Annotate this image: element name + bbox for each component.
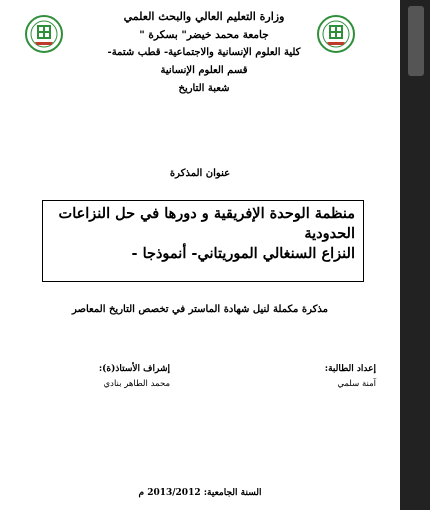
vertical-scrollbar[interactable] — [400, 0, 430, 510]
section-name: شعبة التاريخ — [178, 83, 230, 94]
scrollbar-thumb[interactable] — [408, 6, 424, 76]
thesis-statement: مذكرة مكملة لنيل شهادة الماستر في تخصص التاريخ المعاصر — [72, 304, 328, 315]
thesis-title-line-1: منظمة الوحدة الإفريقية و دورها في حل النزاعات — [58, 205, 355, 222]
memo-title-label: عنوان المذكرة — [169, 168, 231, 179]
faculty-name: كلية العلوم الإنسانية والاجتماعية- قطب شتمة- — [107, 47, 301, 58]
university-logo-icon — [24, 14, 64, 54]
supervision-label: إشراف الأستاذ(ة): — [98, 364, 170, 374]
student-name: آمنة سلمي — [337, 379, 376, 389]
ministry-name: وزارة التعليم العالي والبحث العلمي — [123, 10, 285, 23]
department-name: قسم العلوم الإنسانية — [160, 65, 248, 76]
thesis-title-line-2: الحدودية — [304, 225, 355, 242]
academic-year: السنة الجامعية: 2013/2012 م — [138, 488, 262, 498]
university-name: جامعة محمد خيضر" بسكرة " — [139, 29, 269, 41]
institution-header — [64, 8, 344, 98]
thesis-title-line-3: النزاع السنغالي الموريتاني- أنموذجا - — [131, 245, 355, 262]
thesis-title-box — [42, 200, 364, 282]
preparation-label: إعداد الطالبة: — [324, 364, 376, 374]
supervisor-name: محمد الطاهر بنادي — [103, 379, 170, 389]
